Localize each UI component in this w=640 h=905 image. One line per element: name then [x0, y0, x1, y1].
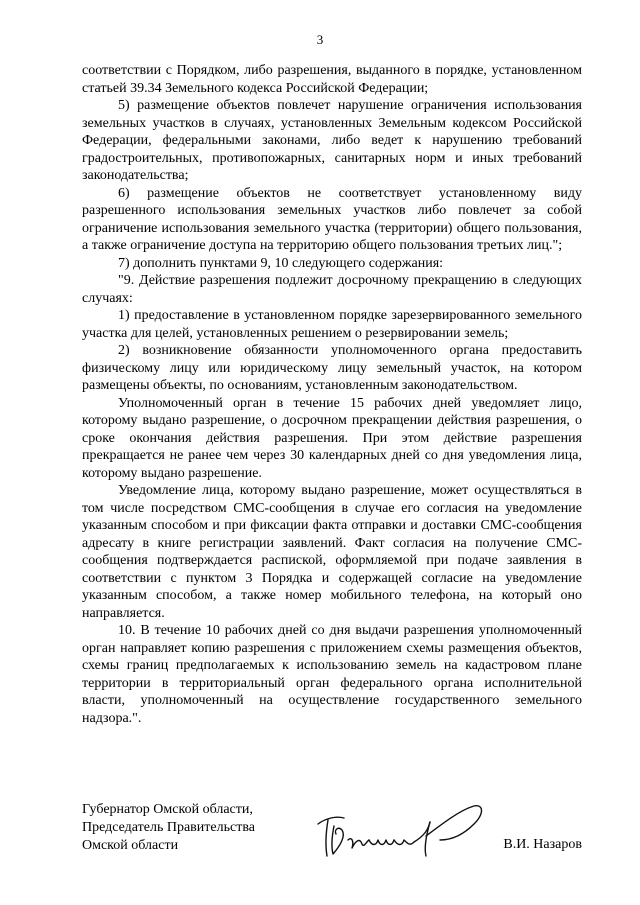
paragraph-item-5: 5) размещение объектов повлечет нарушение ограничения использования земельных участков в случаях, установленных Земельным кодексом Российской Федерации, федеральными законами, либо ведет к нарушению требований градостроительных, противопожарных, санитарных норм и иных требований законодательства; [82, 98, 582, 183]
paragraph-clause-10: 10. В течение 10 рабочих дней со дня выдачи разрешения уполномоченный орган направляет копию разрешения с приложением схемы размещения объектов, схемы границ предполагаемых к использованию земель на кадастровом плане территории в территориальный орган федерального органа исполнительной власти, уполномоченный на осуществление государственного земельного надзора.". [82, 623, 582, 726]
signature-block [82, 801, 582, 871]
paragraph-continuation: соответствии с Порядком, либо разрешения, выданного в порядке, установленном статьей 39.34 Земельного кодекса Российской Федерации; [82, 63, 582, 96]
paragraph-clause-9-item-1: 1) предоставление в установленном порядке зарезервированного земельного участка для целей, установленных решением о резервировании земель; [82, 308, 582, 341]
document-body [82, 62, 582, 727]
paragraph-clause-9: "9. Действие разрешения подлежит досрочному прекращению в следующих случаях: [82, 273, 582, 306]
signer-title-line: Губернатор Омской области, [82, 802, 253, 817]
signer-title-line: Омской области [82, 838, 179, 853]
paragraph-item-6: 6) размещение объектов не соответствует установленному виду разрешенного использования земельных участков либо повлечет за собой ограничение использования земельного участка (территории) общего пользования, а также ограничение доступа на территорию общего пользования третьих лиц."; [82, 185, 582, 253]
paragraph-sms-notification: Уведомление лица, которому выдано разрешение, может осуществляться в том числе посредством СМС-сообщения в случае его согласия на уведомление указанным способом и при фиксации факта отправки и доставки СМС-сообщения адресату в книге регистрации заявлений. Факт согласия на получение СМС-сообщения подтверждается распиской, оформляемой при подаче заявления в соответствии с пунктом 3 Порядка и содержащей согласие на уведомление указанным способом, а также номер мобильного телефона, на который оно направляется. [82, 483, 582, 621]
paragraph-notification: Уполномоченный орган в течение 15 рабочих дней уведомляет лицо, которому выдано разрешение, о досрочном прекращении действия разрешения, о сроке окончания действия разрешения. При этом действие разрешения прекращается не ранее чем через 30 календарных дней со дня уведомления лица, которому выдано разрешение. [82, 395, 582, 481]
page-number: 3 [316, 32, 324, 47]
handwritten-signature [314, 796, 494, 866]
signer-title [82, 801, 255, 855]
signer-name: В.И. Назаров [503, 837, 582, 852]
paragraph-clause-9-item-2: 2) возникновение обязанности уполномоченного органа предоставить физическому лицу или юридическому лицу земельный участок, на котором размещены объекты, по основаниям, установленным законодательством. [82, 343, 582, 393]
signer-title-line: Председатель Правительства [82, 820, 255, 835]
paragraph-item-7: 7) дополнить пунктами 9, 10 следующего содержания: [118, 255, 444, 271]
